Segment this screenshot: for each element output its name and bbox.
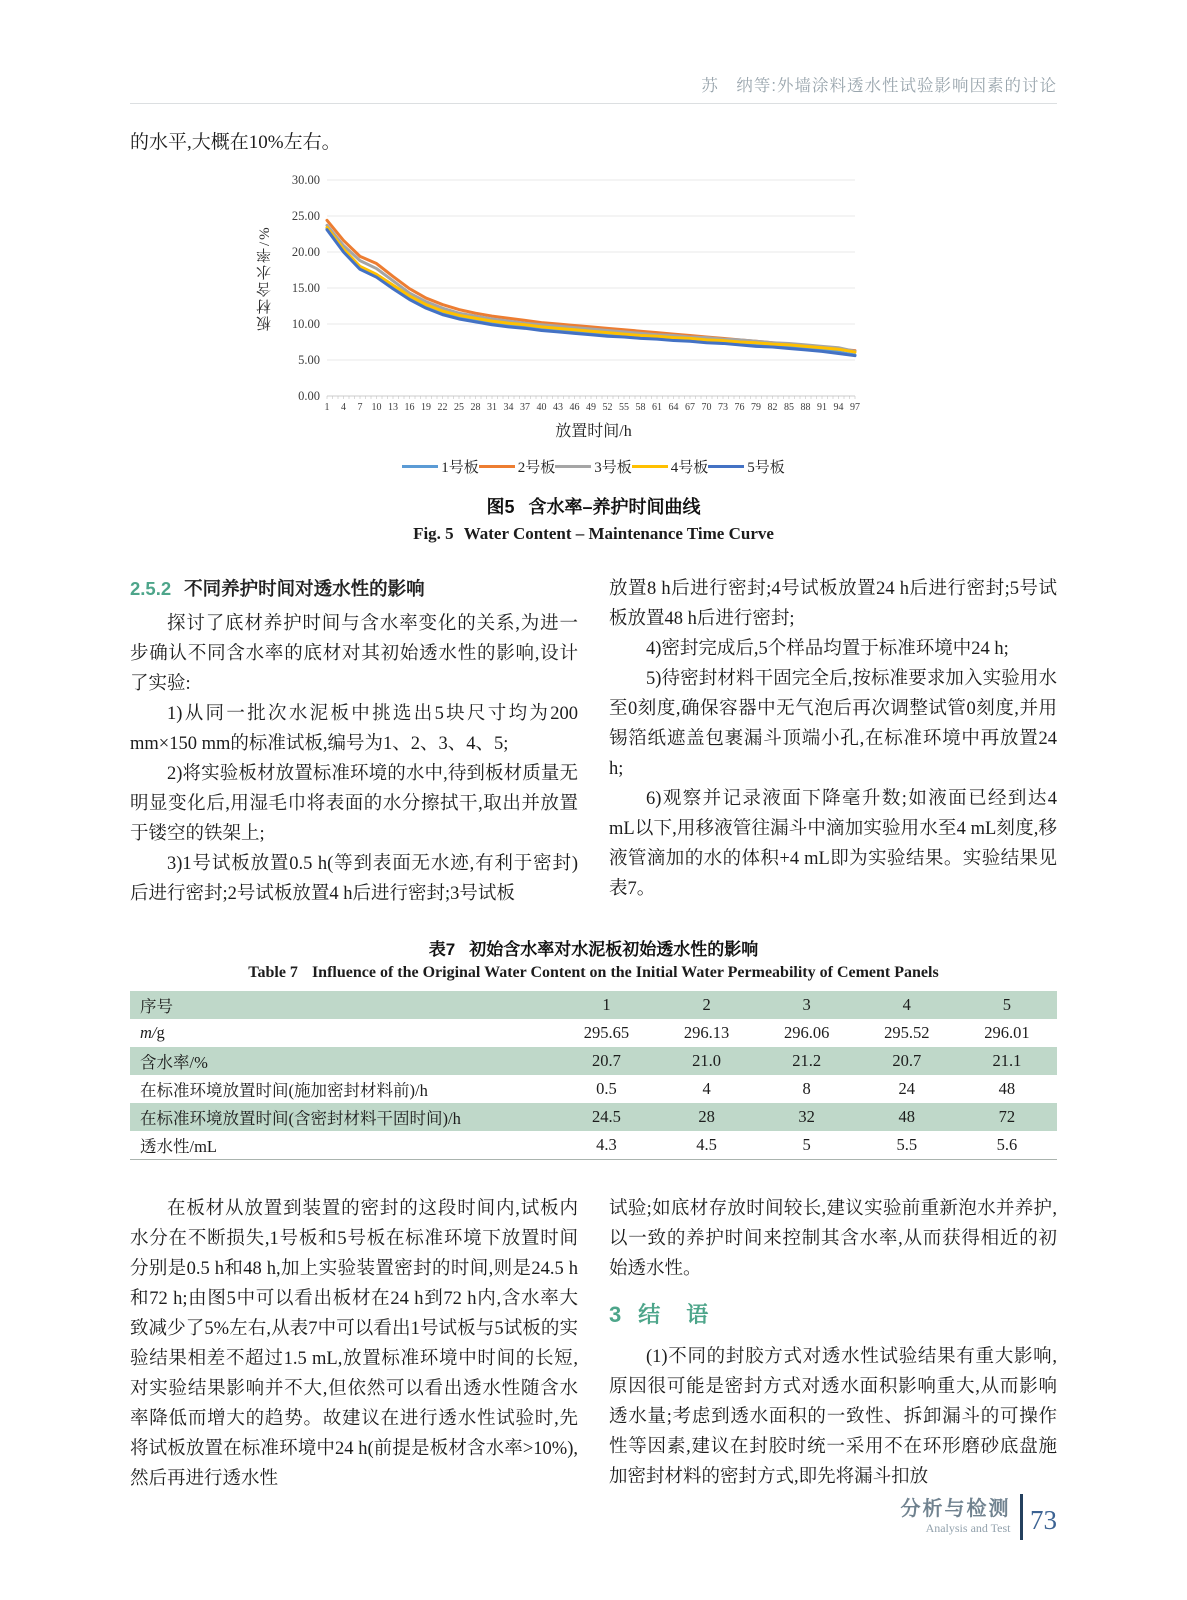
row-label-cell: m/g xyxy=(140,1023,165,1042)
paragraph: 试验;如底材存放时间较长,建议实验前重新泡水并养护,以一致的养护时间来控制其含水率,从而获得相近的初始透水性。 xyxy=(609,1199,1057,1279)
paragraph: 3)1号试板放置0.5 h(等到表面无水迹,有利于密封)后进行密封;2号试板放置4 h后进行密封;3号试板 xyxy=(130,854,578,904)
x-tick-label: 94 xyxy=(833,402,843,413)
x-tick-label: 16 xyxy=(404,402,414,413)
value-cell: 5.6 xyxy=(996,1135,1018,1154)
upper-left-column xyxy=(130,574,578,909)
x-tick-label: 13 xyxy=(387,402,398,413)
page-number: 73 xyxy=(1030,1504,1057,1535)
x-tick-label: 67 xyxy=(684,402,695,413)
table7-caption-en-text: Influence of the Original Water Content on the Initial Water Permeability of Cement Panels xyxy=(311,964,939,981)
value-cell: 20.7 xyxy=(592,1051,621,1070)
x-tick-label: 46 xyxy=(569,402,579,413)
figure5-caption-en xyxy=(130,524,1057,544)
x-tick-label: 55 xyxy=(618,402,629,413)
x-tick-label: 31 xyxy=(486,402,497,413)
legend-label: 2号板 xyxy=(517,460,556,476)
intro-paragraph: 的水平,大概在10%左右。 xyxy=(130,132,341,153)
y-tick-label: 0.00 xyxy=(297,389,320,403)
table7-caption-en-label: Table 7 xyxy=(248,964,298,981)
figure5-caption-zh-text: 含水率–养护时间曲线 xyxy=(528,497,701,517)
value-cell: 48 xyxy=(998,1079,1016,1098)
running-head-title: 苏 纳等:外墙涂料透水性试验影响因素的讨论 xyxy=(701,77,1057,95)
table-row xyxy=(130,1047,1057,1075)
y-tick-label: 10.00 xyxy=(291,317,320,331)
x-tick-label: 97 xyxy=(849,402,860,413)
x-tick-label: 52 xyxy=(602,402,612,413)
x-axis-title: 放置时间/h xyxy=(555,423,632,440)
legend-item xyxy=(479,456,556,477)
x-tick-label: 4 xyxy=(340,402,346,413)
value-cell: 5 xyxy=(1002,995,1012,1014)
value-cell: 72 xyxy=(998,1107,1016,1126)
value-cell: 4.3 xyxy=(596,1135,617,1154)
lower-two-columns xyxy=(130,1194,1057,1494)
x-tick-label: 7 xyxy=(357,402,362,413)
x-tick-label: 79 xyxy=(750,402,761,413)
paragraph: (1)不同的封胶方式对透水性试验结果有重大影响,原因很可能是密封方式对透水面积影响重大,从而影响透水量;考虑到透水面积的一致性、拆卸漏斗的可操作性等因素,建议在封胶时统一采用不在环形磨砂底盘施加密封材料的密封方式,即先将漏斗扣放 xyxy=(609,1347,1057,1487)
figure5-caption-zh xyxy=(130,493,1057,519)
x-tick-label: 88 xyxy=(800,402,810,413)
legend-item xyxy=(402,456,479,477)
x-tick-label: 40 xyxy=(536,402,546,413)
row-label-cell: 在标准环境放置时间(施加密封材料前)/h xyxy=(140,1081,428,1100)
y-tick-label: 5.00 xyxy=(297,353,320,367)
value-cell: 48 xyxy=(898,1107,916,1126)
paragraph: 5)待密封材料干固完全后,按标准要求加入实验用水至0刻度,确保容器中无气泡后再次调整试管0刻度,并用锡箔纸遮盖包裹漏斗顶端小孔,在标准环境中再放置24 h; xyxy=(609,669,1057,779)
value-cell: 32 xyxy=(798,1107,815,1126)
paragraph: 放置8 h后进行密封;4号试板放置24 h后进行密封;5号试板放置48 h后进行密封; xyxy=(609,579,1057,629)
figure5-caption-zh-label: 图5 xyxy=(486,497,515,517)
y-axis-title: 板材含水率/% xyxy=(256,225,273,331)
row-label-cell: 序号 xyxy=(140,997,173,1016)
figure5-caption-en-text: Water Content – Maintenance Time Curve xyxy=(463,524,774,543)
legend-item xyxy=(708,456,785,477)
value-cell: 24.5 xyxy=(592,1107,621,1126)
value-cell: 21.1 xyxy=(992,1051,1022,1070)
section-number: 3 xyxy=(609,1302,624,1327)
value-cell: 4 xyxy=(702,1079,711,1098)
header-rule xyxy=(130,103,1057,104)
x-tick-label: 76 xyxy=(734,402,744,413)
section-title: 不同养护时间对透水性的影响 xyxy=(184,578,425,599)
value-cell: 296.06 xyxy=(783,1023,830,1042)
x-tick-label: 1 xyxy=(324,402,329,413)
legend-line-swatch xyxy=(632,465,668,469)
value-cell: 24 xyxy=(898,1079,916,1098)
value-cell: 296.01 xyxy=(984,1023,1030,1042)
value-cell: 2 xyxy=(702,995,711,1014)
legend-label: 1号板 xyxy=(441,460,479,476)
table7-caption-en xyxy=(130,964,1057,982)
legend-line-swatch xyxy=(402,465,438,469)
x-tick-label: 85 xyxy=(783,402,794,413)
legend-label: 3号板 xyxy=(594,460,632,476)
table-row xyxy=(130,1019,1057,1047)
section-title: 结 语 xyxy=(638,1302,711,1327)
x-tick-label: 73 xyxy=(717,402,728,413)
figure5-chart-area xyxy=(254,168,934,418)
paragraph: 1)从同一批次水泥板中挑选出5块尺寸均为200 mm×150 mm的标准试板,编号为1、2、3、4、5; xyxy=(130,704,578,754)
value-cell: 295.52 xyxy=(884,1023,930,1042)
row-label-cell: 在标准环境放置时间(含密封材料干固时间)/h xyxy=(140,1109,461,1128)
x-tick-label: 64 xyxy=(668,402,678,413)
table7-caption-zh xyxy=(130,935,1057,960)
table7 xyxy=(130,991,1057,1160)
y-tick-label: 15.00 xyxy=(291,281,320,295)
paragraph: 4)密封完成后,5个样品均置于标准环境中24 h; xyxy=(646,639,1009,659)
y-tick-label: 30.00 xyxy=(291,173,320,187)
section-heading-2-5-2 xyxy=(130,574,578,604)
y-tick-label: 25.00 xyxy=(291,209,320,223)
figure5-caption-en-label: Fig. 5 xyxy=(413,524,454,543)
value-cell: 21.0 xyxy=(692,1051,721,1070)
figure5-block xyxy=(130,168,1057,544)
value-cell: 5.5 xyxy=(896,1135,918,1154)
legend-label: 5号板 xyxy=(747,460,785,476)
journal-name-zh: 分析与检测 xyxy=(900,1498,1011,1520)
x-tick-label: 61 xyxy=(651,402,662,413)
table7-caption-zh-label: 表7 xyxy=(428,940,456,959)
value-cell: 0.5 xyxy=(596,1079,617,1098)
value-cell: 1 xyxy=(602,995,611,1014)
value-cell: 8 xyxy=(802,1079,811,1098)
x-tick-label: 22 xyxy=(437,402,447,413)
chart-legend xyxy=(130,456,1057,477)
value-cell: 4.5 xyxy=(696,1135,717,1154)
value-cell: 296.13 xyxy=(683,1023,730,1042)
page-footer xyxy=(901,1494,1058,1540)
x-tick-label: 25 xyxy=(453,402,464,413)
table-row xyxy=(130,1075,1057,1103)
section-number: 2.5.2 xyxy=(130,578,172,599)
x-tick-label: 43 xyxy=(552,402,563,413)
legend-label: 4号板 xyxy=(670,460,709,476)
legend-line-swatch xyxy=(708,465,744,469)
table-row xyxy=(130,1131,1057,1160)
lower-right-column xyxy=(609,1194,1057,1494)
x-tick-label: 58 xyxy=(635,402,645,413)
value-cell: 28 xyxy=(698,1107,715,1126)
legend-item xyxy=(555,456,632,477)
upper-two-columns xyxy=(130,574,1057,909)
paragraph: 2)将实验板材放置标准环境的水中,待到板材质量无明显变化后,用湿毛巾将表面的水分擦拭干,取出并放置于镂空的铁架上; xyxy=(130,764,578,844)
table7-caption-zh-text: 初始含水率对水泥板初始透水性的影响 xyxy=(469,940,759,959)
table-row xyxy=(130,1103,1057,1131)
paragraph: 6)观察并记录液面下降毫升数;如液面已经到达4 mL以下,用移液管往漏斗中滴加实验用水至4 mL刻度,移液管滴加的水的体积+4 mL即为实验结果。实验结果见表7。 xyxy=(609,789,1057,899)
x-tick-label: 19 xyxy=(420,402,431,413)
row-label-cell: 透水性/mL xyxy=(140,1137,217,1156)
value-cell: 5 xyxy=(802,1135,811,1154)
value-cell: 295.65 xyxy=(583,1023,630,1042)
x-tick-label: 49 xyxy=(585,402,596,413)
legend-item xyxy=(632,456,709,477)
x-tick-label: 70 xyxy=(701,402,711,413)
paragraph: 在板材从放置到装置的密封的这段时间内,试板内水分在不断损失,1号板和5号板在标准环境下放置时间分别是0.5 h和48 h,加上实验装置密封的时间,则是24.5 h和72 h;由图5中可以看出板材在24 h到72 h内,含水率大致减少了5%左右,从表7中可以看出1号试板与5试板的实验结果相差不超过1.5 mL,放置标准环境中时间的长短,对实验结果影响并不大,但依然可以看出透水性随含水率降低而增大的趋势。故建议在进行透水性试验时,先将试板放置在标准环境中24 h(前提是板材含水率>10%),然后再进行透水性 xyxy=(130,1199,578,1489)
x-tick-label: 28 xyxy=(470,402,480,413)
x-tick-label: 34 xyxy=(503,402,513,413)
value-cell: 20.7 xyxy=(892,1051,922,1070)
paragraph: 探讨了底材养护时间与含水率变化的关系,为进一步确认不同含水率的底材对其初始透水性的影响,设计了实验: xyxy=(130,614,578,694)
x-tick-label: 82 xyxy=(767,402,777,413)
value-cell: 21.2 xyxy=(792,1051,822,1070)
value-cell: 4 xyxy=(902,995,911,1014)
x-tick-label: 37 xyxy=(519,402,530,413)
legend-line-swatch xyxy=(555,465,591,469)
upper-right-column xyxy=(609,574,1057,909)
legend-line-swatch xyxy=(479,465,515,469)
lower-left-column xyxy=(130,1194,578,1494)
footer-divider-bar xyxy=(1020,1494,1024,1540)
table7-block xyxy=(130,935,1057,1160)
journal-name xyxy=(901,1498,1011,1536)
row-label-cell: 含水率/% xyxy=(140,1053,208,1072)
x-tick-label: 91 xyxy=(816,402,827,413)
x-tick-label: 10 xyxy=(371,402,381,413)
section-heading-3 xyxy=(609,1300,1057,1330)
y-tick-label: 20.00 xyxy=(291,245,320,259)
table-header-row xyxy=(130,991,1057,1019)
figure5-line-chart xyxy=(275,168,867,418)
value-cell: 3 xyxy=(802,995,811,1014)
journal-name-en: Analysis and Test xyxy=(925,1521,1011,1535)
